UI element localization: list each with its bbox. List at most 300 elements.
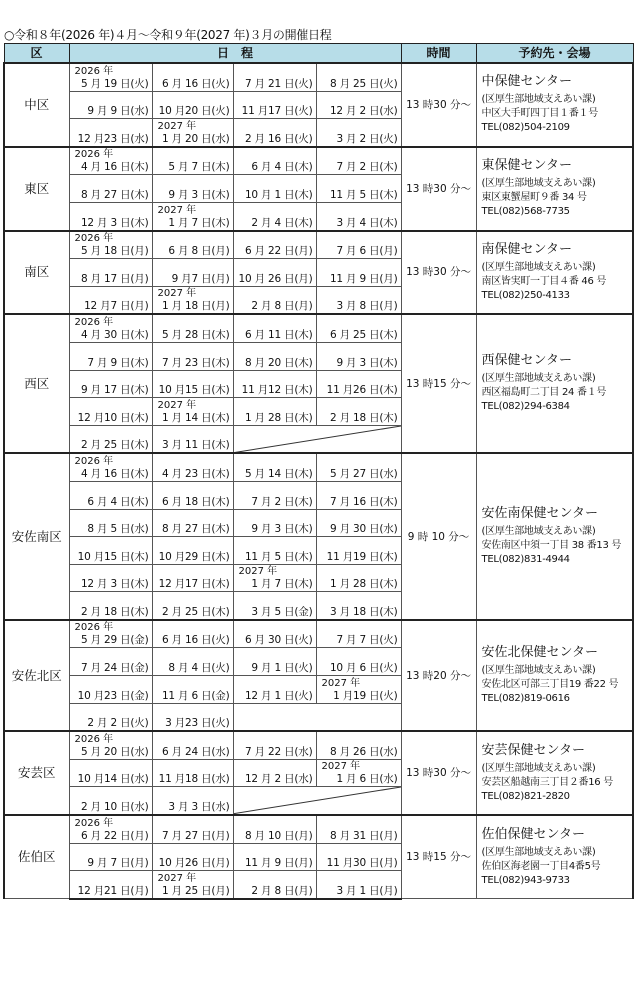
- date-cell: [152, 91, 233, 119]
- date-text: 10 月 6 日(火): [329, 662, 398, 675]
- date-text: 12 月23 日(水): [77, 132, 149, 145]
- venue-info: [476, 63, 633, 147]
- date-cell: [316, 202, 401, 230]
- date-cell: [233, 564, 316, 592]
- venue-tel: TEL(082)943-9733: [481, 874, 570, 886]
- date-cell: [152, 259, 233, 287]
- venue-dept: (区厚生部地域支えあい課): [481, 762, 596, 774]
- year-label: 2027 年: [321, 761, 361, 773]
- date-text: 3 月23 日(火): [165, 717, 230, 730]
- date-cell: [233, 509, 316, 537]
- date-cell: [233, 676, 316, 704]
- date-cell: [69, 787, 152, 815]
- date-cell: [152, 815, 233, 843]
- date-text: 5 月 19 日(火): [80, 77, 149, 90]
- date-text: 5 月 27 日(水): [329, 467, 398, 480]
- year-label: 2026 年: [74, 622, 114, 634]
- date-text: 2 月 8 日(月): [251, 884, 313, 897]
- date-cell: [152, 175, 233, 203]
- header-ward: 区: [4, 44, 69, 64]
- ward-name: 東区: [4, 147, 69, 231]
- date-text: 2 月 16 日(火): [244, 132, 313, 145]
- date-cell: [316, 286, 401, 314]
- date-cell: [316, 370, 401, 398]
- date-text: 5 月 14 日(木): [244, 467, 313, 480]
- date-text: 6 月 4 日(木): [251, 161, 313, 174]
- year-label: 2027 年: [157, 399, 197, 411]
- date-cell: [233, 648, 316, 676]
- date-cell: [316, 175, 401, 203]
- date-text: 10 月23 日(金): [77, 689, 149, 702]
- year-label: 2027 年: [238, 566, 278, 578]
- date-text: 9 月 3 日(木): [336, 356, 398, 369]
- date-text: 12 月17 日(木): [158, 578, 230, 591]
- venue-info: [476, 314, 633, 453]
- date-text: 6 月 4 日(木): [87, 495, 149, 508]
- date-text: 11 月18 日(水): [158, 773, 230, 786]
- date-text: 12 月 2 日(水): [329, 105, 398, 118]
- date-cell: [152, 620, 233, 648]
- venue-name: 西保健センター: [481, 353, 572, 369]
- date-text: 9 月 3 日(木): [251, 523, 313, 536]
- date-cell: [316, 592, 401, 620]
- date-cell: [316, 398, 401, 426]
- date-text: 7 月 7 日(火): [336, 634, 398, 647]
- venue-tel: TEL(082)821-2820: [481, 790, 570, 802]
- date-text: 7 月 2 日(木): [251, 495, 313, 508]
- venue-address: 東区東蟹屋町９番 34 号: [481, 192, 587, 204]
- date-text: 7 月 22 日(水): [244, 745, 313, 758]
- date-text: 10 月 26 日(月): [238, 272, 313, 285]
- date-cell: [233, 843, 316, 871]
- date-cell: [233, 537, 316, 565]
- date-cell: [152, 147, 233, 175]
- date-cell: [233, 147, 316, 175]
- date-text: 11 月 9 日(月): [329, 272, 398, 285]
- session-time: 13 時30 分～: [401, 231, 476, 315]
- date-text: 11 月 6 日(金): [161, 689, 230, 702]
- year-label: 2027 年: [157, 872, 197, 884]
- year-label: 2027 年: [321, 677, 361, 689]
- table-row: [4, 147, 633, 175]
- date-cell: [152, 63, 233, 91]
- date-cell: [152, 731, 233, 759]
- date-cell: [69, 425, 152, 453]
- header-row: [4, 44, 633, 64]
- page-title: ○令和８年(2026 年)４月～令和９年(2027 年)３月の開催日程: [4, 28, 332, 42]
- date-text: 6 月 30 日(火): [244, 634, 313, 647]
- date-cell: [233, 453, 316, 481]
- venue-name: 佐伯保健センター: [481, 826, 585, 842]
- date-cell: [233, 398, 316, 426]
- date-text: 10 月20 日(火): [158, 105, 230, 118]
- venue-tel: TEL(082)819-0616: [481, 693, 570, 705]
- table-row: [4, 815, 633, 843]
- date-text: 1 月 28 日(木): [329, 578, 398, 591]
- date-cell: [316, 63, 401, 91]
- venue-tel: TEL(082)250-4133: [481, 289, 570, 301]
- date-cell: [152, 787, 233, 815]
- date-cell: [316, 648, 401, 676]
- date-cell: [69, 871, 152, 899]
- ward-name: 佐伯区: [4, 815, 69, 899]
- ward-name: 安佐北区: [4, 620, 69, 731]
- header-place: 予約先・会場: [476, 44, 633, 64]
- date-cell: [316, 871, 401, 899]
- date-cell: [316, 481, 401, 509]
- date-cell: [233, 815, 316, 843]
- date-cell: [152, 370, 233, 398]
- date-cell: [69, 314, 152, 342]
- date-text: 3 月 4 日(木): [336, 216, 398, 229]
- table-row: [4, 314, 633, 342]
- date-cell: [233, 231, 316, 259]
- date-text: 11 月30 日(月): [326, 857, 398, 870]
- date-cell: [69, 592, 152, 620]
- date-cell: [152, 231, 233, 259]
- table-row: [4, 231, 633, 259]
- date-text: 6 月 24 日(水): [161, 745, 230, 758]
- date-text: 5 月 7 日(木): [168, 161, 230, 174]
- date-text: 11 月 9 日(月): [244, 857, 313, 870]
- date-cell: [233, 592, 316, 620]
- date-cell: [69, 676, 152, 704]
- date-cell: [69, 259, 152, 287]
- ward-name: 中区: [4, 63, 69, 147]
- date-cell: [69, 815, 152, 843]
- date-cell: [316, 676, 401, 704]
- date-text: 2 月 18 日(木): [80, 605, 149, 618]
- date-text: 4 月 16 日(木): [80, 161, 149, 174]
- date-text: 10 月29 日(木): [158, 550, 230, 563]
- date-text: 3 月 11 日(木): [161, 439, 230, 452]
- diagonal-line: [234, 426, 401, 453]
- date-text: 2 月 10 日(水): [80, 801, 149, 814]
- date-cell: [152, 398, 233, 426]
- date-text: 8 月 27 日(木): [80, 188, 149, 201]
- venue-address: 南区皆実町一丁目４番 46 号: [481, 275, 607, 287]
- date-text: 9 月7 日(月): [171, 272, 230, 285]
- date-text: 3 月 18 日(木): [329, 605, 398, 618]
- date-text: 9 月 9 日(水): [87, 105, 149, 118]
- date-cell: [233, 731, 316, 759]
- date-text: 1 月19 日(火): [333, 689, 398, 702]
- date-text: 12 月 3 日(木): [80, 578, 149, 591]
- date-cell: [69, 202, 152, 230]
- date-cell: [233, 91, 316, 119]
- date-text: 9 月 3 日(木): [168, 188, 230, 201]
- date-cell: [152, 453, 233, 481]
- date-cell: [233, 481, 316, 509]
- date-cell: [69, 759, 152, 787]
- date-text: 8 月 27 日(木): [161, 523, 230, 536]
- date-text: 11 月26 日(木): [326, 384, 398, 397]
- venue-tel: TEL(082)294-6384: [481, 401, 570, 413]
- date-cell: [152, 843, 233, 871]
- date-cell: [69, 648, 152, 676]
- date-cell: [69, 147, 152, 175]
- date-cell: [233, 119, 316, 147]
- date-cell: [152, 425, 233, 453]
- date-cell: [316, 342, 401, 370]
- venue-dept: (区厚生部地域支えあい課): [481, 261, 596, 273]
- session-time: 13 時30 分～: [401, 147, 476, 231]
- date-text: 8 月 17 日(月): [80, 272, 149, 285]
- date-text: 7 月 21 日(火): [244, 77, 313, 90]
- ward-name: 安芸区: [4, 731, 69, 815]
- date-text: 6 月 11 日(木): [244, 328, 313, 341]
- date-text: 10 月14 日(水): [77, 773, 149, 786]
- session-time: 13 時20 分～: [401, 620, 476, 731]
- date-cell: [152, 509, 233, 537]
- year-label: 2026 年: [74, 316, 114, 328]
- year-label: 2026 年: [74, 149, 114, 161]
- date-cell: [316, 509, 401, 537]
- date-text: 8 月 5 日(水): [87, 523, 149, 536]
- date-text: 6 月 18 日(木): [161, 495, 230, 508]
- date-text: 10 月26 日(月): [158, 857, 230, 870]
- header-schedule: 日 程: [69, 44, 401, 64]
- date-text: 2 月 2 日(火): [87, 717, 149, 730]
- date-cell: [152, 202, 233, 230]
- venue-info: [476, 453, 633, 620]
- date-text: 1 月 28 日(木): [244, 411, 313, 424]
- date-cell: [152, 286, 233, 314]
- date-text: 6 月 16 日(火): [161, 634, 230, 647]
- date-text: 3 月 2 日(火): [336, 132, 398, 145]
- venue-dept: (区厚生部地域支えあい課): [481, 94, 596, 106]
- date-text: 3 月 1 日(月): [336, 884, 398, 897]
- date-text: 6 月 22 日(月): [244, 245, 313, 258]
- date-cell: [233, 370, 316, 398]
- date-cell: [69, 398, 152, 426]
- date-text: 8 月 31 日(月): [329, 829, 398, 842]
- venue-info: [476, 815, 633, 899]
- date-cell: [233, 620, 316, 648]
- date-text: 10 月15 日(木): [158, 384, 230, 397]
- year-label: 2027 年: [157, 288, 197, 300]
- table-row: [4, 620, 633, 648]
- venue-tel: TEL(082)568-7735: [481, 206, 570, 218]
- date-cell: [69, 286, 152, 314]
- date-text: 6 月 25 日(木): [329, 328, 398, 341]
- date-text: 1 月 25 日(月): [161, 884, 230, 897]
- date-text: 4 月 23 日(木): [161, 467, 230, 480]
- date-text: 5 月 29 日(金): [80, 634, 149, 647]
- year-label: 2026 年: [74, 65, 114, 77]
- date-text: 6 月 22 日(月): [80, 829, 149, 842]
- date-cell: [152, 703, 233, 731]
- date-text: 12 月10 日(木): [77, 411, 149, 424]
- header-time: 時間: [401, 44, 476, 64]
- date-text: 9 月 7 日(月): [87, 857, 149, 870]
- date-text: 11 月19 日(木): [326, 550, 398, 563]
- date-text: 9 月 17 日(木): [80, 384, 149, 397]
- year-label: 2027 年: [157, 204, 197, 216]
- date-cell: [69, 91, 152, 119]
- ward-name: 南区: [4, 231, 69, 315]
- date-text: 12 月 2 日(水): [244, 773, 313, 786]
- session-time: 9 時 10 分～: [401, 453, 476, 620]
- date-cell: [69, 620, 152, 648]
- ward-name: 西区: [4, 314, 69, 453]
- date-text: 8 月 25 日(火): [329, 77, 398, 90]
- venue-address: 安佐南区中須一丁目 38 番13 号: [481, 540, 622, 552]
- date-text: 5 月 28 日(木): [161, 328, 230, 341]
- venue-address: 西区福島町二丁目 24 番１号: [481, 387, 607, 399]
- venue-dept: (区厚生部地域支えあい課): [481, 665, 596, 677]
- date-cell: [69, 843, 152, 871]
- date-cell: [233, 259, 316, 287]
- date-cell: [69, 537, 152, 565]
- date-cell: [69, 63, 152, 91]
- date-text: 6 月 16 日(火): [161, 77, 230, 90]
- date-cell: [69, 564, 152, 592]
- session-time: 13 時15 分～: [401, 815, 476, 899]
- date-cell: [69, 703, 152, 731]
- date-cell: [69, 731, 152, 759]
- empty-cell: [233, 787, 401, 815]
- venue-name: 安佐南保健センター: [481, 506, 598, 522]
- date-cell: [233, 202, 316, 230]
- date-text: 8 月 4 日(火): [168, 662, 230, 675]
- date-text: 2 月 18 日(木): [329, 411, 398, 424]
- venue-dept: (区厚生部地域支えあい課): [481, 178, 596, 190]
- diagonal-line: [234, 787, 401, 814]
- date-cell: [152, 871, 233, 899]
- venue-info: [476, 620, 633, 731]
- date-cell: [316, 453, 401, 481]
- date-text: 7 月 23 日(木): [161, 356, 230, 369]
- table-row: [4, 453, 633, 481]
- date-text: 2 月 25 日(木): [80, 439, 149, 452]
- date-text: 1 月 7 日(木): [251, 578, 313, 591]
- date-cell: [69, 509, 152, 537]
- date-text: 4 月 16 日(木): [80, 467, 149, 480]
- date-cell: [69, 453, 152, 481]
- date-text: 2 月 4 日(木): [251, 216, 313, 229]
- venue-address: 中区大手町四丁目１番１号: [481, 108, 598, 120]
- date-text: 12 月 3 日(木): [80, 216, 149, 229]
- empty-cell: [233, 703, 401, 731]
- venue-name: 安佐北保健センター: [481, 645, 598, 661]
- date-cell: [152, 564, 233, 592]
- date-cell: [316, 259, 401, 287]
- session-time: 13 時30 分～: [401, 63, 476, 147]
- session-time: 13 時15 分～: [401, 314, 476, 453]
- date-cell: [233, 175, 316, 203]
- venue-info: [476, 147, 633, 231]
- date-cell: [152, 119, 233, 147]
- date-text: 7 月 2 日(木): [336, 161, 398, 174]
- schedule-body: [4, 63, 633, 899]
- venue-tel: TEL(082)831-4944: [481, 554, 570, 566]
- venue-address: 安芸区船越南三丁目２番16 号: [481, 776, 613, 788]
- date-cell: [316, 564, 401, 592]
- venue-dept: (区厚生部地域支えあい課): [481, 846, 596, 858]
- venue-dept: (区厚生部地域支えあい課): [481, 373, 596, 385]
- date-cell: [69, 481, 152, 509]
- date-text: 7 月 24 日(金): [80, 662, 149, 675]
- date-cell: [69, 370, 152, 398]
- venue-name: 南保健センター: [481, 241, 572, 257]
- date-cell: [152, 314, 233, 342]
- date-cell: [152, 537, 233, 565]
- table-row: [4, 63, 633, 91]
- date-text: 5 月 18 日(月): [80, 245, 149, 258]
- date-text: 7 月 6 日(月): [336, 245, 398, 258]
- ward-name: 安佐南区: [4, 453, 69, 620]
- date-cell: [316, 119, 401, 147]
- date-cell: [316, 147, 401, 175]
- table-row: [4, 731, 633, 759]
- date-cell: [316, 843, 401, 871]
- date-text: 4 月 30 日(木): [80, 328, 149, 341]
- date-text: 10 月 1 日(木): [244, 188, 313, 201]
- venue-dept: (区厚生部地域支えあい課): [481, 526, 596, 538]
- year-label: 2026 年: [74, 733, 114, 745]
- date-cell: [316, 91, 401, 119]
- date-cell: [233, 871, 316, 899]
- empty-cell: [233, 425, 401, 453]
- date-text: 1 月 14 日(木): [161, 411, 230, 424]
- date-text: 12 月7 日(月): [84, 300, 149, 313]
- date-text: 1 月 7 日(木): [168, 216, 230, 229]
- date-text: 8 月 20 日(木): [244, 356, 313, 369]
- date-text: 2 月 25 日(木): [161, 605, 230, 618]
- date-cell: [152, 481, 233, 509]
- date-text: 7 月 9 日(木): [87, 356, 149, 369]
- date-text: 1 月 6 日(水): [336, 773, 398, 786]
- year-label: 2026 年: [74, 817, 114, 829]
- date-cell: [233, 314, 316, 342]
- date-cell: [233, 342, 316, 370]
- date-text: 12 月21 日(月): [77, 884, 149, 897]
- year-label: 2026 年: [74, 455, 114, 467]
- date-cell: [152, 676, 233, 704]
- session-time: 13 時30 分～: [401, 731, 476, 815]
- date-text: 6 月 8 日(月): [168, 245, 230, 258]
- date-text: 7 月 27 日(月): [161, 829, 230, 842]
- date-text: 8 月 10 日(月): [244, 829, 313, 842]
- date-cell: [152, 342, 233, 370]
- venue-name: 安芸保健センター: [481, 742, 585, 758]
- date-cell: [69, 342, 152, 370]
- year-label: 2026 年: [74, 233, 114, 245]
- date-text: 11 月 5 日(木): [244, 550, 313, 563]
- schedule-table: [3, 43, 634, 900]
- date-text: 11 月17 日(火): [241, 105, 313, 118]
- date-text: 11 月12 日(木): [241, 384, 313, 397]
- venue-name: 中保健センター: [481, 74, 572, 90]
- date-text: 3 月 3 日(水): [168, 801, 230, 814]
- date-cell: [316, 731, 401, 759]
- date-text: 7 月 16 日(木): [329, 495, 398, 508]
- year-label: 2027 年: [157, 120, 197, 132]
- date-cell: [316, 231, 401, 259]
- date-cell: [152, 759, 233, 787]
- venue-address: 佐伯区海老園一丁目4番5号: [481, 860, 601, 872]
- venue-address: 安佐北区可部三丁目19 番22 号: [481, 679, 619, 691]
- date-text: 9 月 1 日(火): [251, 662, 313, 675]
- date-text: 11 月 5 日(木): [329, 188, 398, 201]
- venue-name: 東保健センター: [481, 158, 572, 174]
- date-cell: [233, 759, 316, 787]
- venue-info: [476, 731, 633, 815]
- date-text: 1 月 20 日(水): [161, 132, 230, 145]
- date-text: 1 月 18 日(月): [161, 300, 230, 313]
- date-cell: [316, 537, 401, 565]
